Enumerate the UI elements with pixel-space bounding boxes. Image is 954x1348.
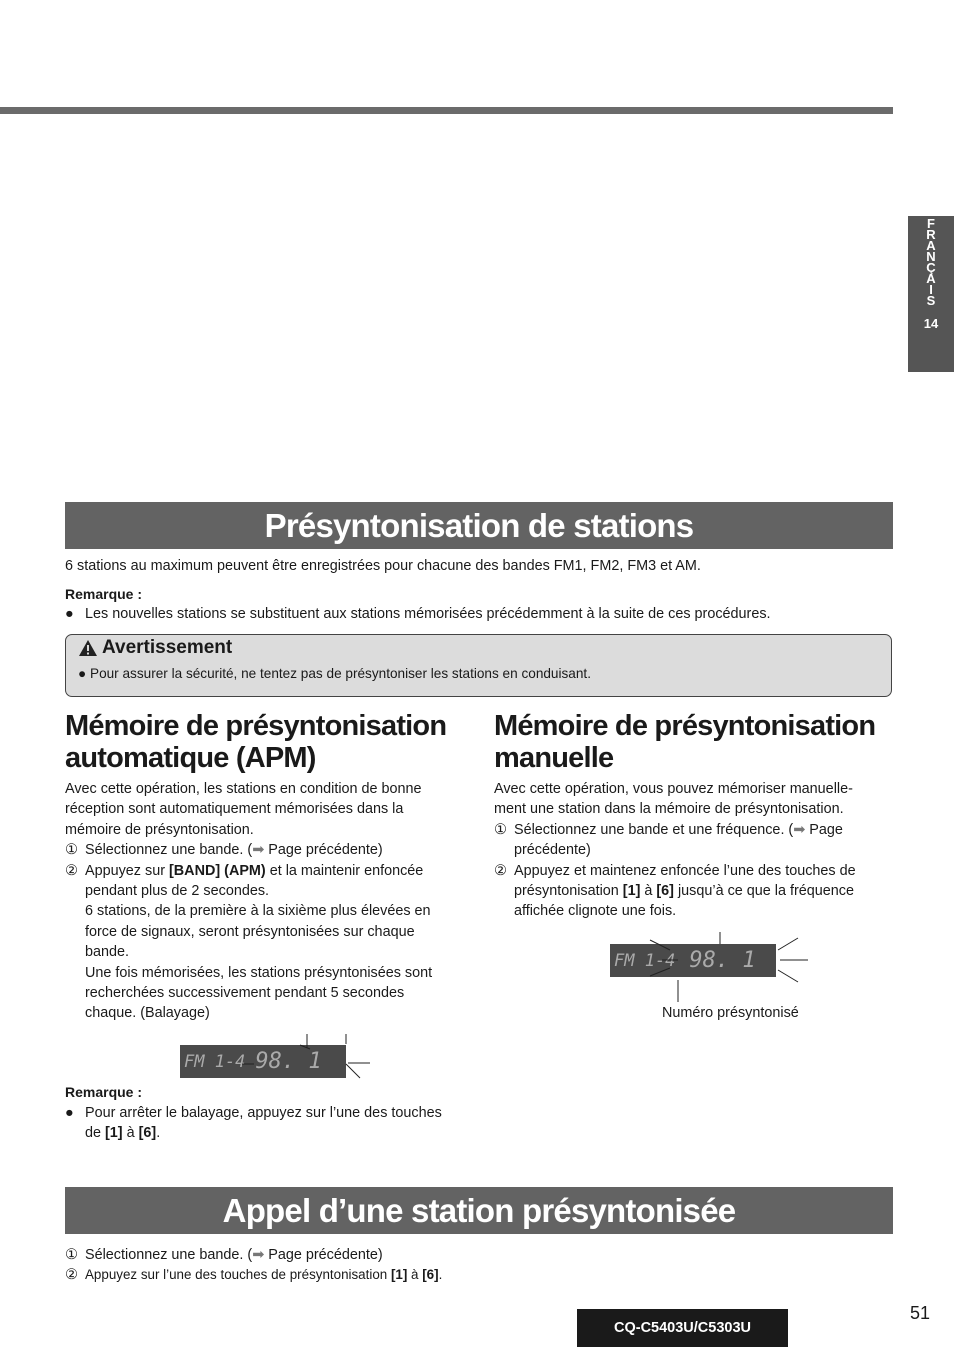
manual-lcd-flash-lines [640, 930, 815, 1010]
bullet-icon: ● [65, 1105, 74, 1121]
section2-step-1: ① Sélectionnez une bande. (➡ Page précédente) [65, 1247, 383, 1263]
section1-intro: 6 stations au maximum peuvent être enregistrées pour chacune des bandes FM1, FM2, FM3 et AM. [65, 558, 701, 574]
manual-lcd-caption: Numéro présyntonisé [662, 1005, 799, 1021]
language-tab [908, 216, 954, 372]
section2-step-2: ② Appuyez sur l’une des touches de présyntonisation [1] à [6]. [65, 1267, 443, 1284]
section1-remark-label: Remarque : [65, 586, 143, 602]
warning-title-text: Avertissement [102, 637, 233, 658]
warning-title [78, 637, 232, 659]
apm-remark-label: Remarque : [65, 1084, 143, 1100]
lcd-band-preset: FM 1-4 [614, 950, 676, 971]
apm-step-1: ① Sélectionnez une bande. (➡ Page précédente) [65, 842, 383, 859]
manual-step-2: ② Appuyez et maintenez enfoncée l’une des touches de [494, 862, 856, 879]
apm-step-2: ② Appuyez sur [BAND] (APM) et la maintenir enfoncée [65, 862, 424, 879]
arrow-right-icon: ➡ [793, 821, 806, 838]
manual-body: Avec cette opération, vous pouvez mémoriser manuelle- ment une station dans la mémoire de présyntonisation. ① Sélectionnez une bande et une fréquence. (➡ Page précédente) ② Appuyez et maintenez enfoncée l’une des touches de présyntonisation [1] à [6] jusqu’à ce que la fréquence affichée clignote une fois. [494, 779, 889, 922]
section-title-presyntonisation: Présyntonisation de stations [65, 502, 893, 549]
model-number-badge: CQ-C5403U/C5303U [577, 1309, 788, 1347]
manual-heading: Mémoire de présyntonisation manuelle [494, 710, 876, 774]
top-rule [0, 107, 893, 114]
apm-lcd-flash-lines [240, 1030, 380, 1090]
apm-heading: Mémoire de présyntonisation automatique (APM) [65, 710, 447, 774]
apm-body: Avec cette opération, les stations en condition de bonne réception sont automatiquement mémorisées dans la mémoire de présyntonisation. ① Sélectionnez une bande. (➡ Page précédente) ② Appuyez sur [BAND] (APM) et la maintenir enfoncée pendant plus de 2 secondes. 6 stations, de la première à la sixième plus élevées en force de signaux, seront présyntonisées sur chaque bande. Une fois mémorisées, les stations présyntonisées sont recherchées successivement pendant 5 secondes chaque. (Balayage) [65, 779, 465, 1024]
apm-remark: ● Pour arrêter le balayage, appuyez sur l’une des touches de [1] à [6]. [65, 1105, 442, 1142]
bullet-icon: ● [65, 606, 74, 622]
section-title-appel: Appel d’une station présyntonisée [65, 1187, 893, 1234]
arrow-right-icon: ➡ [252, 1247, 265, 1263]
section1-remark-text: Les nouvelles stations se substituent aux stations mémorisées précédemment à la suite de ces procédures. [85, 606, 771, 622]
page-number: 51 [910, 1303, 931, 1323]
warning-text: ● Pour assurer la sécurité, ne tentez pas de présyntoniser les stations en conduisant. [78, 666, 591, 681]
arrow-right-icon: ➡ [252, 842, 265, 859]
language-letters: F R A N Ç A I S [926, 216, 936, 308]
lcd-frequency: 98. 1 [689, 948, 756, 973]
warning-triangle-icon [78, 639, 98, 657]
section2-body [65, 1245, 442, 1286]
lcd-frequency: 98. 1 [255, 1049, 322, 1074]
bullet-icon: ● [78, 666, 90, 681]
section1-remark [65, 604, 771, 624]
language-tab-number: 14 [923, 316, 939, 331]
lcd-band-preset: FM 1-4 [184, 1051, 246, 1072]
manual-step-1: ① Sélectionnez une bande et une fréquence. (➡ Page [494, 821, 843, 838]
warning-box [65, 634, 892, 697]
